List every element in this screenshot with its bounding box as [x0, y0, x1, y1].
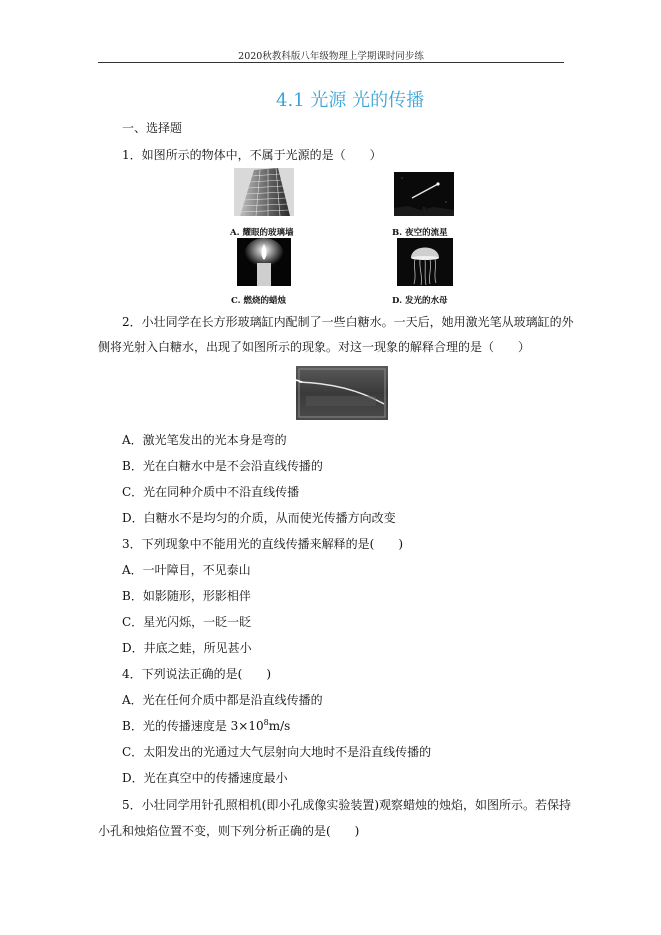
question-2-stem-line1: 2．小壮同学在长方形玻璃缸内配制了一些白糖水。一天后，她用激光笔从玻璃缸的外: [122, 315, 574, 329]
option-b-exponent: 8: [263, 718, 269, 727]
question-1-stem: 1．如图所示的物体中，不属于光源的是（ ）: [122, 148, 382, 162]
question-4-option-d: D．光在真空中的传播速度最小: [122, 771, 288, 785]
laser-sugar-water-photo: [296, 366, 388, 420]
question-2-option-d: D．白糖水不是均匀的介质，从而使光传播方向改变: [122, 511, 396, 525]
question-2-stem-line2: 侧将光射入白糖水，出现了如图所示的现象。对这一现象的解释合理的是（ ）: [98, 340, 531, 354]
jellyfish-photo: [397, 238, 453, 286]
question-5-stem-line1: 5．小壮同学用针孔照相机(即小孔成像实验装置)观察蜡烛的烛焰，如图所示。若保持: [122, 798, 572, 812]
option-b-unit: m/s: [268, 719, 291, 733]
question-4-option-b: [122, 718, 290, 734]
question-3-stem: 3．下列现象中不能用光的直线传播来解释的是( ): [122, 537, 404, 551]
caption-c: C. 燃烧的蜡烛: [231, 296, 287, 306]
question-3-option-b: B．如影随形，形影相伴: [122, 589, 251, 603]
question-3-option-a: A．一叶障目，不见泰山: [122, 563, 251, 577]
question-2-option-b: B．光在白糖水中是不会沿直线传播的: [122, 459, 323, 473]
question-2-option-c: C．光在同种介质中不沿直线传播: [122, 485, 300, 499]
caption-d: D. 发光的水母: [392, 296, 448, 306]
meteor-photo: [394, 172, 454, 216]
candle-photo: [237, 238, 291, 286]
question-3-option-c: C．星光闪烁，一眨一眨: [122, 615, 252, 629]
page-title: 4.1 光源 光的传播: [276, 90, 425, 111]
caption-a: A. 耀眼的玻璃墙: [230, 228, 294, 238]
glass-wall-photo: [234, 168, 294, 216]
header-divider: [98, 62, 564, 63]
question-4-option-c: C．太阳发出的光通过大气层射向大地时不是沿直线传播的: [122, 745, 432, 759]
option-b-text: B．光的传播速度是 3×10: [122, 719, 264, 733]
question-2-option-a: A．激光笔发出的光本身是弯的: [122, 433, 287, 447]
question-3-option-d: D．井底之蛙，所见甚小: [122, 641, 252, 655]
page-header: 2020秋教科版八年级物理上学期课时同步练: [238, 51, 424, 62]
section-heading: 一、选择题: [122, 121, 183, 135]
question-5-stem-line2: 小孔和烛焰位置不变，则下列分析正确的是( ): [98, 824, 360, 838]
question-4-option-a: A．光在任何介质中都是沿直线传播的: [122, 693, 323, 707]
caption-b: B. 夜空的流星: [392, 228, 448, 238]
question-4-stem: 4．下列说法正确的是( ): [122, 667, 271, 681]
